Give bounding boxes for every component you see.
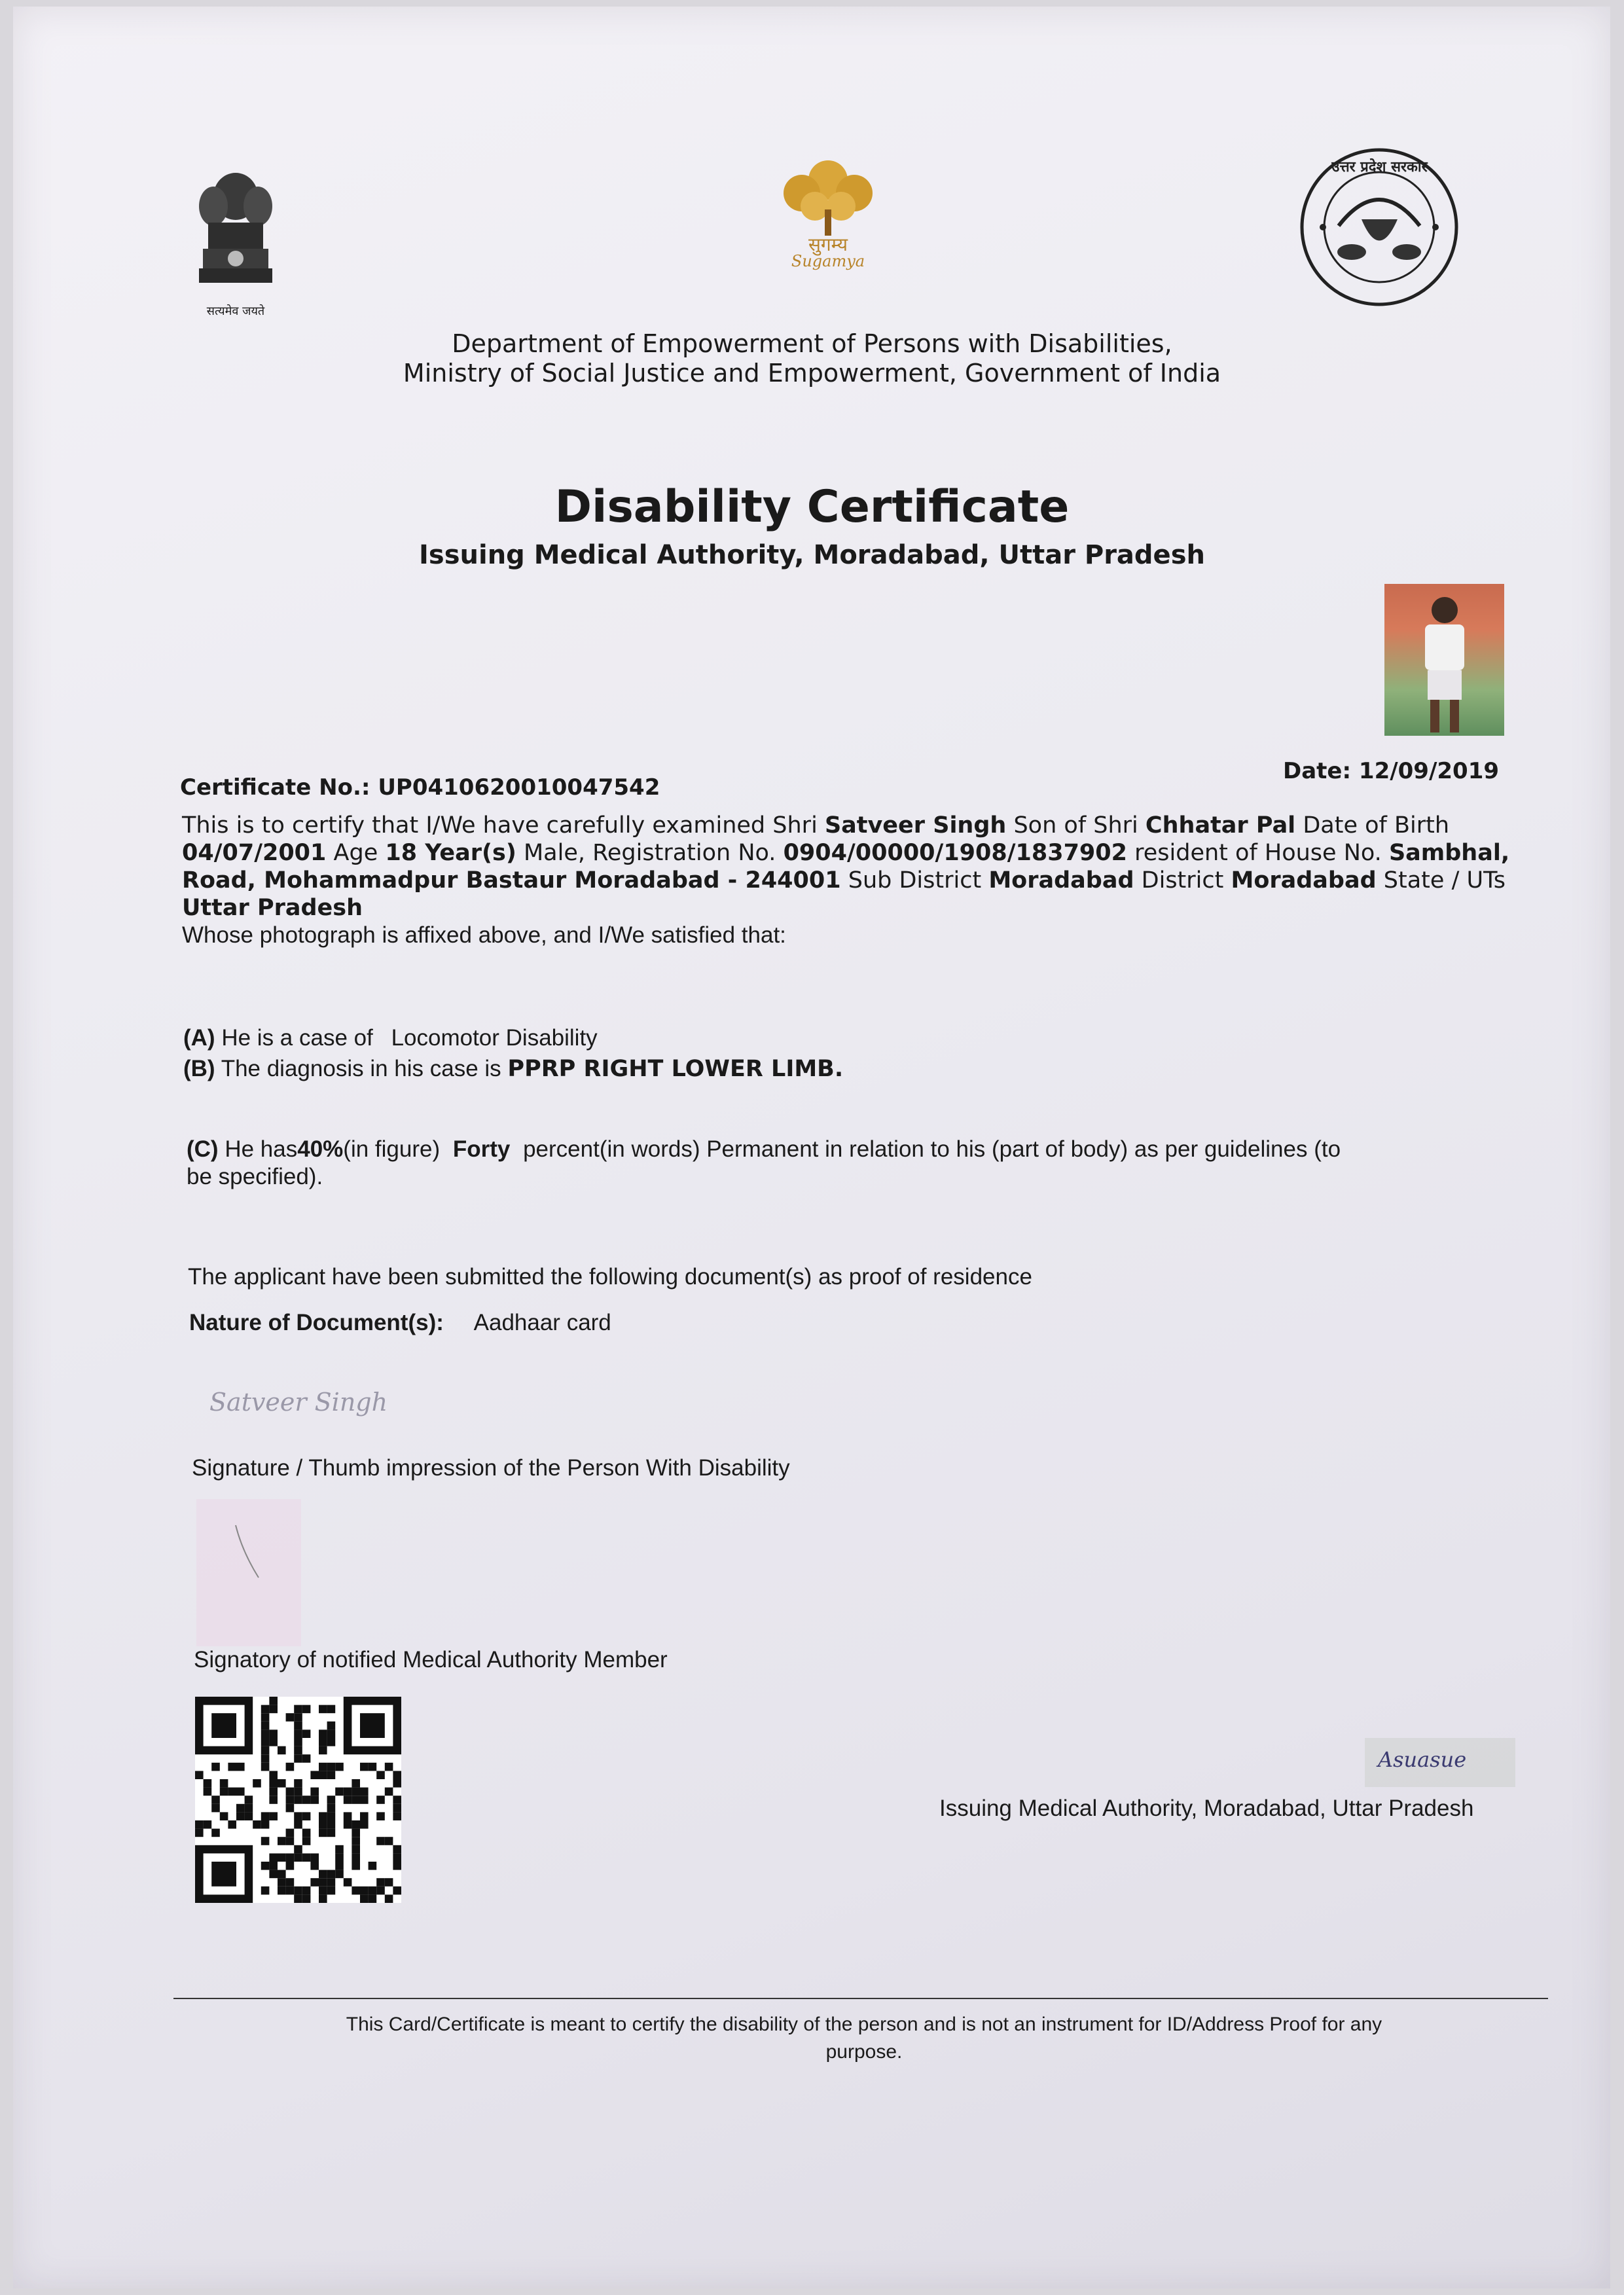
disability-type: Locomotor Disability bbox=[391, 1025, 598, 1051]
footer-divider bbox=[173, 1998, 1548, 1999]
issuer-label: Issuing Medical Authority, Moradabad, Uttar Pradesh bbox=[939, 1796, 1474, 1821]
svg-text:सुगम्य: सुगम्य bbox=[808, 234, 848, 255]
item-c bbox=[187, 1136, 1509, 1191]
certificate-label: Certificate No.: bbox=[180, 774, 370, 801]
up-government-seal bbox=[1299, 147, 1460, 308]
thumb-impression-box bbox=[196, 1499, 301, 1646]
item-a-label: (A) bbox=[183, 1025, 215, 1051]
date-of-birth: 04/07/2001 bbox=[182, 840, 327, 866]
issuer-signature-box bbox=[1365, 1738, 1515, 1787]
item-a bbox=[183, 1024, 598, 1052]
signature-scribble-icon bbox=[196, 1499, 301, 1646]
footer-line-1: This Card/Certificate is meant to certify the disability of the person and is not an instrument for ID/Address Proof for any bbox=[346, 2014, 1382, 2035]
certify-text: This is to certify that I/We have carefully examined Shri bbox=[182, 812, 818, 839]
sugamya-logo-text: Sugamya bbox=[791, 252, 865, 270]
item-c-label: (C) bbox=[187, 1136, 219, 1162]
applicant-photo bbox=[1384, 584, 1504, 736]
item-c-line-2: be specified). bbox=[187, 1164, 323, 1189]
registration-number: 0904/00000/1908/1837902 bbox=[783, 840, 1127, 866]
page-title: Disability Certificate bbox=[554, 481, 1070, 533]
nature-of-document bbox=[189, 1309, 611, 1337]
certify-text: State / UTs bbox=[1383, 867, 1506, 894]
house-number: Sambhal, bbox=[1388, 840, 1510, 866]
item-c-text: percent(in words) Permanent in relation to his (part of body) as per guidelines (to bbox=[523, 1136, 1341, 1162]
certify-line-4 bbox=[182, 894, 1524, 922]
certificate-number bbox=[180, 774, 660, 801]
item-c-text: (in figure) bbox=[343, 1136, 441, 1162]
photo-statement: Whose photograph is affixed above, and I/We satisfied that: bbox=[182, 922, 786, 948]
department-line-2: Ministry of Social Justice and Empowerment, Government of India bbox=[403, 359, 1221, 388]
emblem-caption: सत्यमेव जयते bbox=[206, 304, 265, 318]
diagnosis: PPRP RIGHT LOWER LIMB. bbox=[507, 1056, 844, 1082]
certify-line-3 bbox=[182, 867, 1524, 894]
item-b-label: (B) bbox=[183, 1056, 215, 1081]
date-label: Date: bbox=[1283, 758, 1352, 784]
up-seal-text: उत्तर प्रदेश सरकार bbox=[1331, 159, 1428, 175]
certificate-value: UP0410620010047542 bbox=[378, 774, 660, 801]
district: Moradabad bbox=[1231, 867, 1377, 894]
certify-text: Age bbox=[333, 840, 378, 866]
authority-signature-label: Signatory of notified Medical Authority Member bbox=[194, 1647, 668, 1672]
item-b-text: The diagnosis in his case is bbox=[221, 1056, 501, 1081]
qr-code-icon bbox=[195, 1697, 401, 1903]
disability-percent: 40% bbox=[297, 1136, 344, 1162]
nature-label: Nature of Document(s): bbox=[189, 1310, 444, 1335]
applicant-signature-label: Signature / Thumb impression of the Person With Disability bbox=[192, 1455, 790, 1481]
date-value: 12/09/2019 bbox=[1358, 758, 1500, 784]
ashoka-lion-icon bbox=[183, 160, 288, 298]
item-c-line-1 bbox=[187, 1136, 1509, 1163]
disability-percent-words: Forty bbox=[452, 1136, 511, 1162]
certify-text: Sub District bbox=[848, 867, 982, 894]
age: 18 Year(s) bbox=[385, 840, 516, 866]
national-emblem-logo bbox=[183, 160, 288, 321]
state: Uttar Pradesh bbox=[182, 895, 363, 921]
sub-district: Moradabad bbox=[988, 867, 1134, 894]
certify-line-2 bbox=[182, 839, 1524, 867]
item-b bbox=[183, 1055, 843, 1083]
issue-date bbox=[1283, 758, 1499, 784]
qr-code[interactable] bbox=[195, 1697, 401, 1903]
applicant-name: Satveer Singh bbox=[824, 812, 1007, 839]
certify-text: Date of Birth bbox=[1303, 812, 1449, 839]
footer-line-2: purpose. bbox=[825, 2041, 903, 2063]
certify-text: Son of Shri bbox=[1013, 812, 1138, 839]
page-subtitle: Issuing Medical Authority, Moradabad, Uttar Pradesh bbox=[419, 540, 1205, 570]
applicant-signature: Satveer Singh bbox=[209, 1388, 388, 1417]
certify-text: Male, Registration No. bbox=[523, 840, 776, 866]
item-a-text: He is a case of bbox=[221, 1025, 373, 1051]
certify-text: District bbox=[1141, 867, 1224, 894]
certify-text: resident of House No. bbox=[1134, 840, 1382, 866]
sugamya-logo bbox=[753, 154, 903, 278]
person-icon bbox=[1384, 584, 1504, 736]
residence-statement: The applicant have been submitted the following document(s) as proof of residence bbox=[188, 1264, 1032, 1290]
certify-paragraph bbox=[182, 812, 1524, 949]
item-c-text: He has bbox=[225, 1136, 298, 1162]
certify-line-1 bbox=[182, 812, 1524, 839]
nature-value: Aadhaar card bbox=[473, 1310, 611, 1335]
department-line-1: Department of Empowerment of Persons with Disabilities, bbox=[452, 329, 1172, 358]
issuer-signature: Asuasue bbox=[1378, 1747, 1467, 1772]
father-name: Chhatar Pal bbox=[1145, 812, 1296, 839]
footer-disclaimer bbox=[236, 2011, 1492, 2066]
address: Road, Mohammadpur Bastaur Moradabad - 244001 bbox=[182, 867, 841, 894]
